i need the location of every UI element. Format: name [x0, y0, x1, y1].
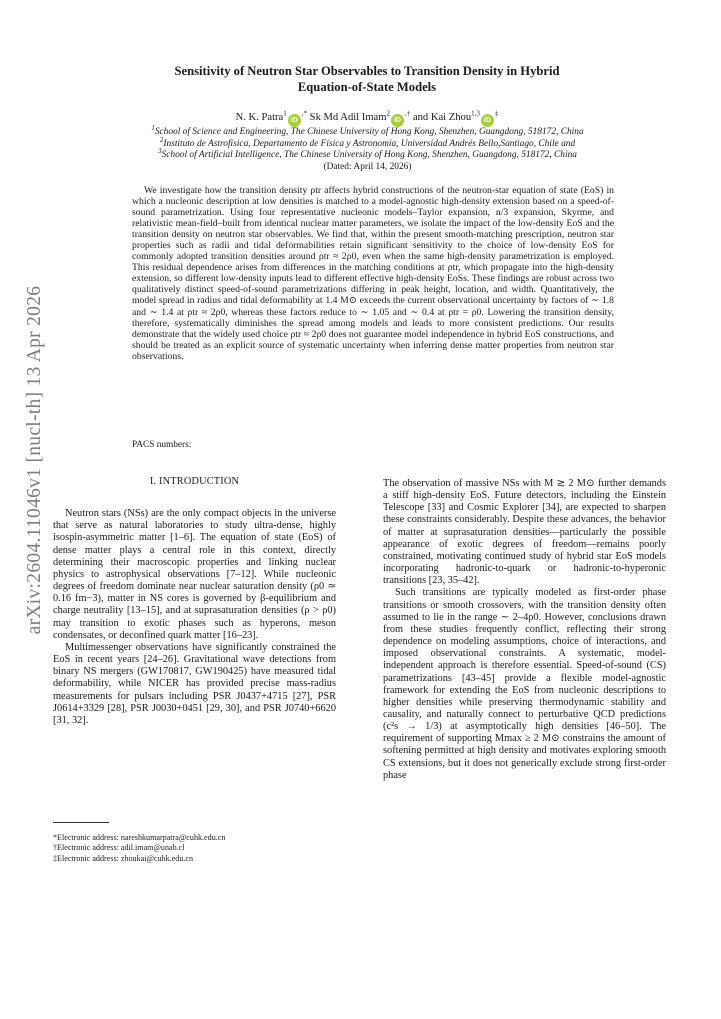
author-list — [95, 109, 639, 127]
body-paragraph: Such transitions are typically modeled as first-order phase transitions or smooth crossovers, with the transition density often assumed to lie in the range ∼ 2–4ρ0. However, conclusions drawn from these studies frequently conflict, reflecting their strong dependence on modeling assumptions, choice of interactions, and imposed observational constraints. A systematic, model-independent approach is therefore essential. Speed-of-sound (CS) parametrizations [43–45] provide a flexible model-agnostic framework for extending the EoS from nucleonic descriptions to higher densities while preserving thermodynamic stability and causality, and naturally connect to perturbative QCD predictions (c²s → 1/3) at asymptotically high densities [46–50]. The requirement of supporting Mmax ≥ 2 M⊙ constrains the amount of softening permitted at high density and motivates exploring smooth CS extensions, but it does not generically exclude strong first-order phase — [383, 587, 666, 781]
footnote-divider — [53, 822, 109, 823]
body-column-left — [53, 476, 336, 727]
body-paragraph: The observation of massive NSs with M ≳ 2 M⊙ further demands a stiff high-density EoS. Future detectors, including the Einstein Telescope [33] and Cosmic Explorer [34], are expected to sharpen these constraints considerably. Despite these advances, the behavior of matter at suprasaturation densities—particularly the possible appearance of exotic degrees of freedom—remains poorly constrained, motivating continued study of hybrid star EoS models incorporating hadronic-to-quark or hadronic-to-hyperonic transitions [23, 35–42]. — [383, 478, 666, 587]
author-footnote-mark: ‡ — [494, 109, 499, 118]
body-column-right — [383, 478, 666, 782]
author-name-imam: Sk Md Adil Imam — [309, 112, 387, 123]
author-footnote-mark: ,* — [301, 109, 308, 118]
author-name-patra: N. K. Patra — [235, 112, 284, 123]
abstract-text: We investigate how the transition density ρtr affects hybrid constructions of the neutron-star equation of state (EoS) in which a nucleonic description at low densities is matched to a model-agnostic high-density extension based on a speed-of-sound parametrization. Using four representative nucleonic models–Taylor expansion, n/3 expansion, Skyrme, and relativistic mean-field–built from identical nuclear matter parameters, we isolate the impact of the low-density EoS and the transition density on neutron star observables. We find that, within the present smooth-matching prescription, neutron star properties such as radii and tidal deformabilities retain significant sensitivity to the choice of low-density EoS for commonly adopted transition densities around ρtr ≈ 2ρ0, even when the same high-density parametrization is employed. This residual dependence arises from differences in the matching conditions at ρtr, which propagate into the high-density extension, so different low-density inputs lead to different effective high-density EoSs. These findings are robust across two qualitatively distinct speed-of-sound parametrizations differing in peak height, location, and width. Quantitatively, the model spread in radius and tidal deformability at 1.4 M⊙ exceeds the current observational uncertainty by factors of ∼ 1.8 and ∼ 1.4 at ρtr ≈ 2ρ0, whereas these factors reduce to ∼ 1.05 and ∼ 0.4 at ρtr = ρ0. Lowering the transition density, therefore, systematically diminishes the spread among models and leads to more consistent predictions. Our results demonstrate that the widely used choice ρtr ≈ 2ρ0 does not guarantee model independence in hybrid EoS constructions, and should be treated as an explicit source of systematic uncertainty when inferring dense matter properties from neutron star observations. — [132, 185, 614, 362]
author-affiliation-mark: 2 — [386, 109, 390, 118]
orcid-icon[interactable]: iD — [288, 114, 301, 127]
affiliations — [80, 123, 655, 173]
author-name-zhou: and Kai Zhou — [412, 112, 472, 123]
arxiv-identifier: arXiv:2604.11046v1 [nucl-th] 13 Apr 2026 — [24, 285, 45, 635]
footnote-email-imam[interactable]: †Electronic address: adil.imam@unab.cl — [53, 843, 185, 853]
affiliation-3: $^3$School of Artificial Intelligence, The Chinese University of Hong Kong, Shenzhen, Guangdong, 518172, China — [158, 147, 577, 161]
pacs-numbers: PACS numbers: — [132, 440, 192, 450]
paper-title-line-1: Sensitivity of Neutron Star Observables to Transition Density in Hybrid — [174, 64, 560, 78]
section-heading-introduction: I. INTRODUCTION — [149, 476, 240, 487]
footnote-email-patra[interactable]: *Electronic address: nareshkumarpatra@cuhk.edu.cn — [53, 833, 226, 842]
author-footnote-mark: ,† — [404, 109, 411, 118]
affiliation-2: $^2$Instituto de Astrofísica, Departamento de Física y Astronomía, Universidad Andrés Bello,Santiago, Chile and — [159, 135, 576, 149]
footnotes — [53, 822, 336, 864]
author-affiliation-mark: 1,3 — [471, 109, 480, 118]
orcid-icon[interactable]: iD — [391, 114, 404, 127]
body-paragraph: Neutron stars (NSs) are the only compact objects in the universe that serve as natural laboratories to study ultra-dense, highly isospin-asymmetric matter [1–6]. The equation of state (EoS) of dense matter plays a central role in this context, directly determining their macroscopic properties and linking nuclear physics to astrophysical observations [7–12]. While nucleonic degrees of freedom dominate near nuclear saturation density (ρ0 ≃ 0.16 fm−3), matter in NS cores is governed by β-equilibrium and charge neutrality [13–15], and at suprasaturation densities (ρ > ρ0) may transition to exotic phases such as hyperons, meson condensates, or deconfined quark matter [16–23]. — [53, 508, 336, 641]
body-paragraph: Multimessenger observations have significantly constrained the EoS in recent years [24–26]. Gravitational wave detections from binary NS mergers (GW170817, GW190425) have measured tidal deformability, while NICER has provided precise mass-radius measurements for pulsars including PSR J0437+4715 [27], PSR J0614+3329 [28], PSR J0030+0451 [29, 30], and PSR J0740+6620 [31, 32]. — [53, 641, 336, 726]
abstract — [132, 185, 614, 362]
orcid-icon[interactable]: iD — [481, 114, 494, 127]
dated-line: (Dated: April 14, 2026) — [323, 161, 412, 172]
paper-title-line-2: Equation-of-State Models — [297, 79, 437, 94]
footnote-email-zhou[interactable]: ‡Electronic address: zhoukai@cuhk.edu.cn — [53, 853, 194, 863]
paper-title — [95, 64, 639, 95]
author-affiliation-mark: 1 — [283, 109, 287, 118]
affiliation-1: $^1$School of Science and Engineering, The Chinese University of Hong Kong, Shenzhen, Guangdong, 518172, China — [151, 123, 584, 137]
